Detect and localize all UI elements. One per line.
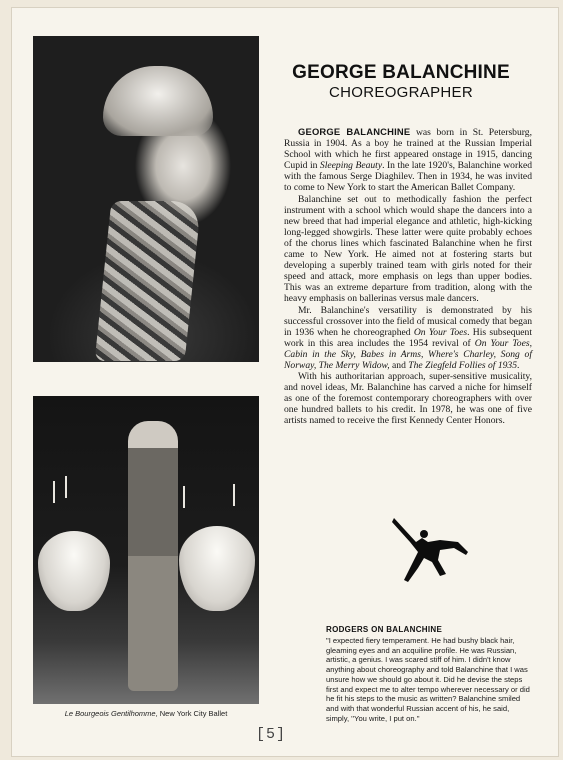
quote-text: "I expected fiery temperament. He had bushy black hair, gleaming eyes and an acquiline profile. He was Russian, artistic, a genius. I was scared stiff of him. I didn't know anything about choreography and told Balanchine that I was unsure how we should go about it. Did he devise the steps first and expect me to alter tempo wherever necessary or did he fit his steps to the music as written? Balanchine smiled and with that wonderful Russian accent of his, he said, simply, ''You write, I put on.'' (326, 636, 530, 723)
bio-paragraph-1: GEORGE BALANCHINE was born in St. Petersburg, Russia in 1904. As a boy he trained at the Russian Imperial School with which he first appeared onstage in 1915, dancing Cupid in Sleeping Beauty. In the late 1920's, Balanchine worked with the famous Serge Diaghilev. Then in 1934, he was invited to come to New York to start the American Ballet Company. (284, 126, 532, 194)
bio-paragraph-3: Mr. Balanchine's versatility is demonstrated by his successful crossover into the field of musical comedy that began in 1936 when he choreographed On Your Toes. His subsequent work in this area includes the 1954 revival of On Your Toes, Cabin in the Sky, Babes in Arms, Where's Charley, Song of Norway, The Merry Widow, and The Ziegfeld Follies of 1935. (284, 304, 533, 371)
quote-heading: RODGERS ON BALANCHINE (326, 625, 443, 634)
candle (53, 481, 55, 503)
candle (233, 484, 235, 506)
choreographer-figure (128, 421, 178, 691)
page-number: [5] (256, 726, 287, 743)
candle (65, 476, 67, 498)
page-title: GEORGE BALANCHINE (292, 62, 510, 83)
portrait-scarf (95, 201, 202, 361)
page-subtitle: CHOREOGRAPHER (329, 84, 473, 101)
biography (284, 126, 532, 427)
portrait-photo (33, 36, 259, 362)
ballet-photo (33, 396, 259, 704)
bio-paragraph-2: Balanchine set out to methodically fashion the perfect instrument with a school which would shape the dancers into a new breed that had imperial elegance and athletic, high-kicking long-legged showgirls. These latter were quite probably echoes of the chorus lines which fascinated Balanchine when he first came to New York. He aimed not at fostering starts but developing a superbly trained team with girls noted for their speed and attack, more emphasis on legs than upper bodies. This was an extreme departure from tradition, along with the heavy emphasis on ballerinas versus male dancers. (284, 193, 532, 305)
dancer-right (179, 526, 255, 611)
photo-caption: Le Bourgeois Gentilhomme, New York City Ballet (64, 709, 228, 718)
bio-paragraph-4: With his authoritarian approach, super-sensitive musicality, and novel ideas, Mr. Balanchine has carved a niche for himself as one of the foremost contemporary choreographers with over one hundred ballets to his credit. In 1978, he was one of five artists named to receive the first Kennedy Center Honors. (284, 371, 532, 427)
portrait-hair (103, 66, 213, 136)
dancer-left (38, 531, 110, 611)
dancer-silhouette-icon (388, 512, 470, 586)
candle (183, 486, 185, 508)
